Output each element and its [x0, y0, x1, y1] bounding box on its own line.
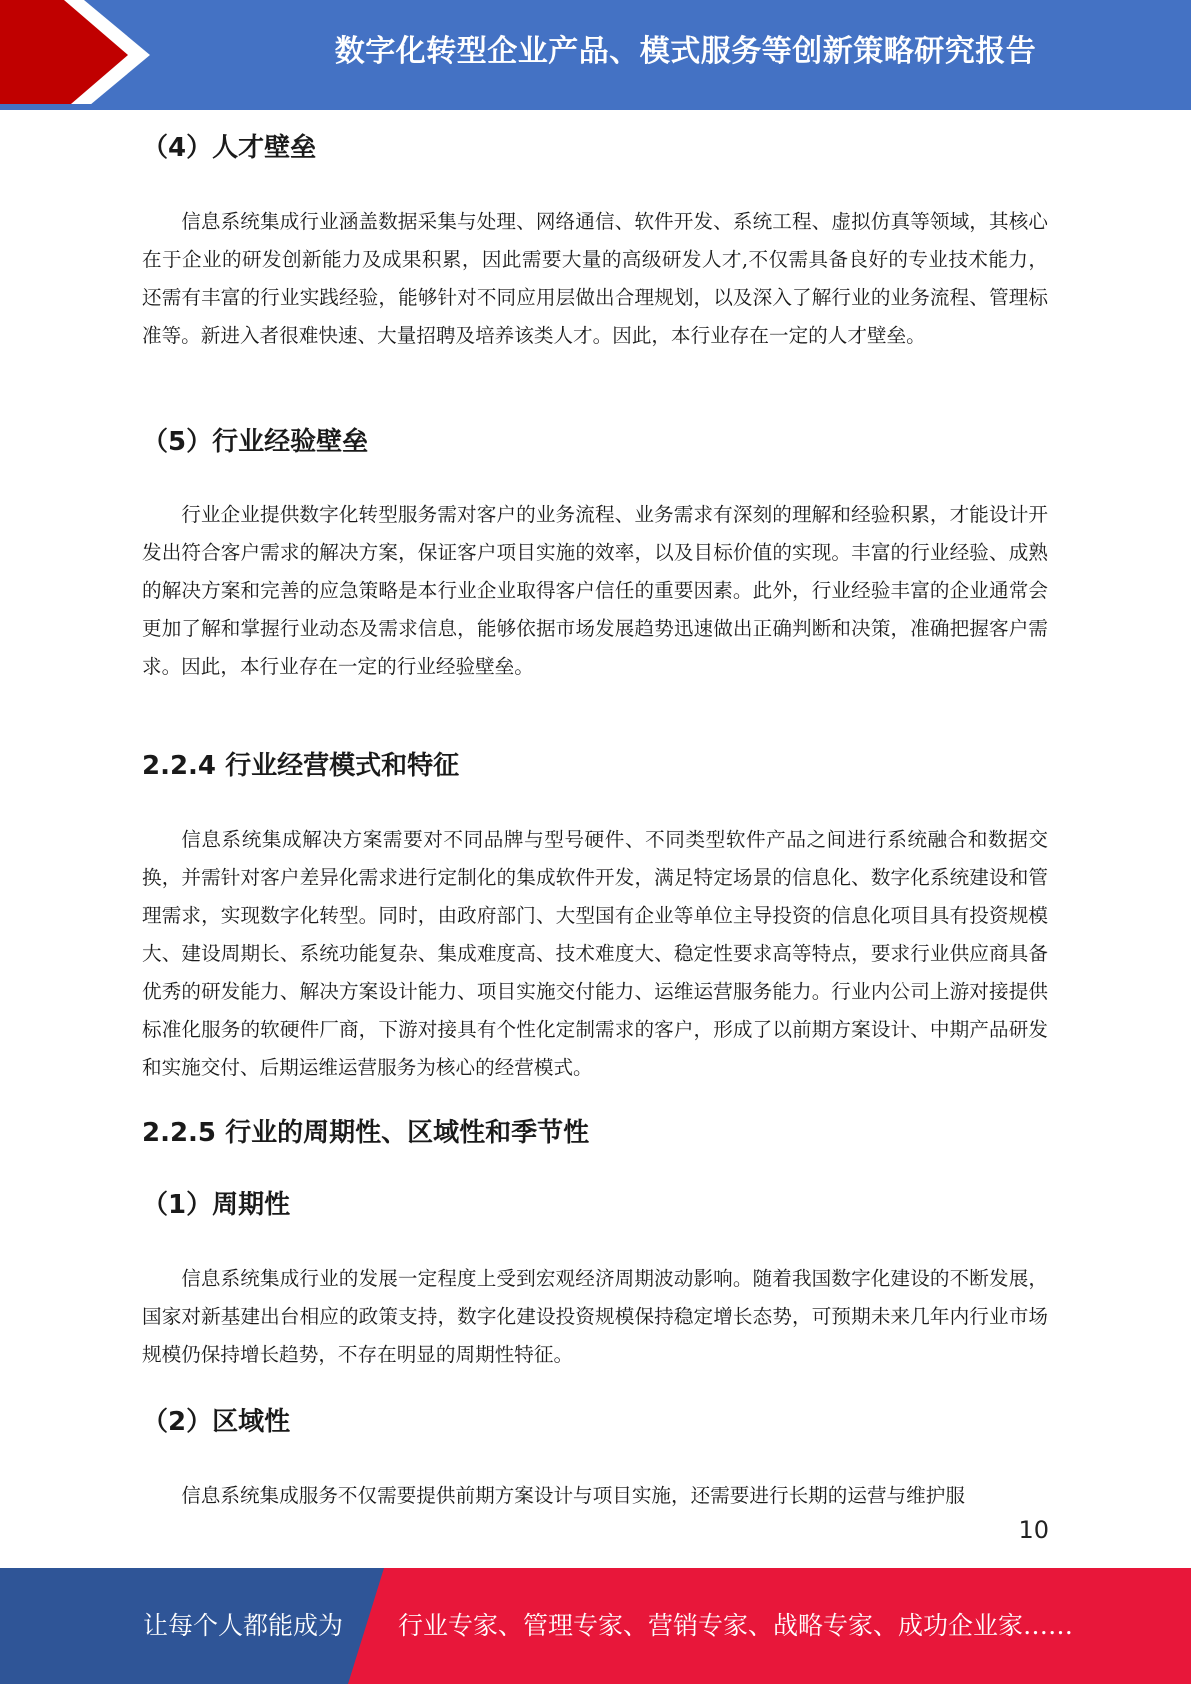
report-title: 数字化转型企业产品、模式服务等创新策略研究报告 [334, 34, 1037, 69]
heading-experience-barrier: （5）行业经验壁垒 [142, 427, 369, 457]
paragraph-cyclicality: 信息系统集成行业的发展一定程度上受到宏观经济周期波动影响。随着我国数字化建设的不断发展，国家对新基建出台相应的政策支持，数字化建设投资规模保持稳定增长态势，可预期未来几年内行业市场规模仍保持增长趋势，不存在明显的周期性特征。 [142, 1267, 1048, 1366]
footer-banner [0, 1568, 1191, 1684]
heading-regionality: （2）区域性 [142, 1407, 291, 1437]
heading-talent-barrier: （4）人才壁垒 [142, 133, 317, 163]
heading-cyclicality: （1）周期性 [142, 1190, 291, 1220]
footer-slogan-right: 行业专家、管理专家、营销专家、战略专家、成功企业家…… [398, 1611, 1074, 1640]
paragraph-regionality: 信息系统集成服务不仅需要提供前期方案设计与项目实施，还需要进行长期的运营与维护服 [181, 1484, 965, 1507]
header-banner [0, 0, 1191, 110]
paragraph-experience-barrier: 行业企业提供数字化转型服务需对客户的业务流程、业务需求有深刻的理解和经验积累，才能设计开发出符合客户需求的解决方案，保证客户项目实施的效率，以及目标价值的实现。丰富的行业经验、成熟的解决方案和完善的应急策略是本行业企业取得客户信任的重要因素。此外，行业经验丰富的企业通常会更加了解和掌握行业动态及需求信息，能够依据市场发展趋势迅速做出正确判断和决策，准确把握客户需求。因此，本行业存在一定的行业经验壁垒。 [142, 503, 1048, 678]
footer-slogan-left: 让每个人都能成为 [143, 1611, 344, 1640]
page-number: 10 [1018, 1516, 1049, 1544]
paragraph-talent-barrier: 信息系统集成行业涵盖数据采集与处理、网络通信、软件开发、系统工程、虚拟仿真等领域，其核心在于企业的研发创新能力及成果积累，因此需要大量的高级研发人才,不仅需具备良好的专业技术能力，还需有丰富的行业实践经验，能够针对不同应用层做出合理规划，以及深入了解行业的业务流程、管理标准等。新进入者很难快速、大量招聘及培养该类人才。因此，本行业存在一定的人才壁垒。 [142, 210, 1048, 347]
heading-cyclicality-section: 2.2.5 行业的周期性、区域性和季节性 [142, 1118, 590, 1148]
paragraph-business-model: 信息系统集成解决方案需要对不同品牌与型号硬件、不同类型软件产品之间进行系统融合和数据交换，并需针对客户差异化需求进行定制化的集成软件开发，满足特定场景的信息化、数字化系统建设和管理需求，实现数字化转型。同时，由政府部门、大型国有企业等单位主导投资的信息化项目具有投资规模大、建设周期长、系统功能复杂、集成难度高、技术难度大、稳定性要求高等特点，要求行业供应商具备优秀的研发能力、解决方案设计能力、项目实施交付能力、运维运营服务能力。行业内公司上游对接提供标准化服务的软硬件厂商，下游对接具有个性化定制需求的客户，形成了以前期方案设计、中期产品研发和实施交付、后期运维运营服务为核心的经营模式。 [142, 828, 1048, 1079]
heading-business-model: 2.2.4 行业经营模式和特征 [142, 751, 460, 781]
